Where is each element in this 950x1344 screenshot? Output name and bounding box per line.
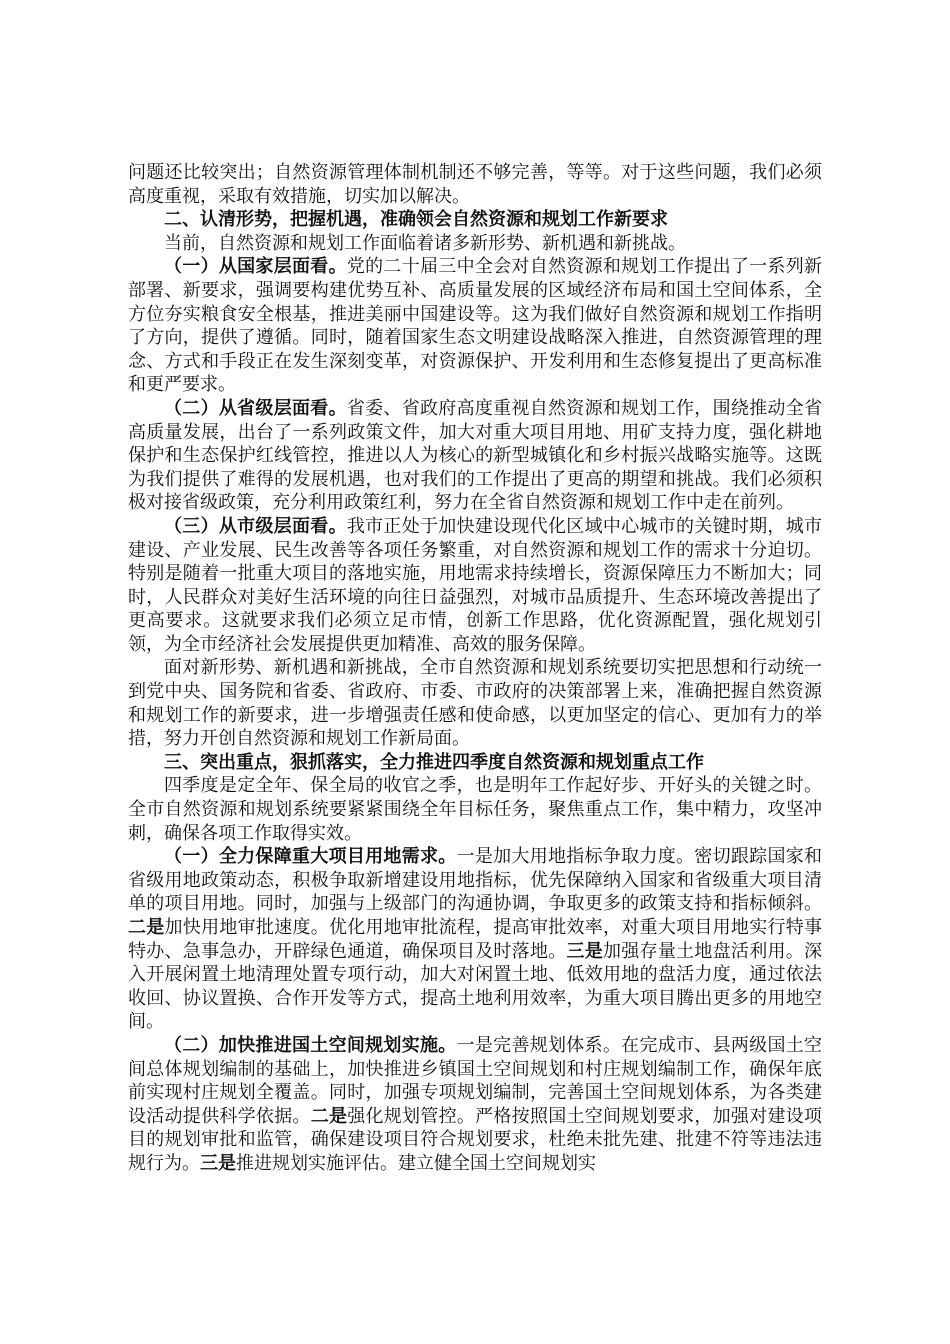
- paragraph-text: 党的二十届三中全会对自然资源和规划工作提出了一系列新部署、新要求，强调要构建优势互补、高质量发展的区域经济布局和国土空间体系，全方位夯实粮食安全根基，推进美丽中国建设等。这为我们做好自然资源和规划工作指明了方向，提供了遵循。同时，随着国家生态文明建设战略深入推进，自然资源管理的理念、方式和手段正在发生深刻变革，对资源保护、开发利用和生态修复提出了更高标准和更严要求。: [128, 256, 822, 396]
- paragraph: 四季度是定全年、保全局的收官之季，也是明年工作起好步、开好头的关键之时。全市自然资源和规划系统要紧紧围绕全年目标任务，聚焦重点工作，集中精力，攻坚冲刺，确保各项工作取得实效。: [128, 775, 822, 844]
- subsection-lead: （一）全力保障重大项目用地需求。: [164, 846, 457, 868]
- paragraph: [128, 1034, 822, 1176]
- paragraph: 面对新形势、新机遇和新挑战，全市自然资源和规划系统要切实把思想和行动统一到党中央、国务院和省委、省政府、市委、市政府的决策部署上来，准确把握自然资源和规划工作的新要求，进一步增强责任感和使命感，以更加坚定的信心、更加有力的举措，努力开创自然资源和规划工作新局面。: [128, 657, 822, 750]
- paragraph: [128, 255, 822, 397]
- keyword: 二是: [310, 1105, 348, 1127]
- keyword: 三是: [200, 1152, 236, 1174]
- paragraph: 当前，自然资源和规划工作面临着诸多新形势、新机遇和新挑战。: [164, 232, 686, 254]
- paragraph-text: 我市正处于加快建设现代化区域中心城市的关键时期，城市建设、产业发展、民生改善等各项任务繁重，对自然资源和规划工作的需求十分迫切。特别是随着一批重大项目的落地实施，用地需求持续增长，资源保障压力不断加大；同时，人民群众对美好生活环境的向往日益强烈，对城市品质提升、生态环境改善提出了更高要求。这就要求我们必须立足市情，创新工作思路，优化资源配置，强化规划引领，为全市经济社会发展提供更加精准、高效的服务保障。: [128, 515, 822, 655]
- paragraph-text: 一是: [456, 1034, 494, 1056]
- keyword: 二是: [128, 917, 165, 938]
- section-heading: 二、认清形势，把握机遇，准确领会自然资源和规划工作新要求: [164, 209, 668, 231]
- keyword: 三是: [566, 940, 604, 962]
- section-heading: 三、突出重点，狠抓落实，全力推进四季度自然资源和规划重点工作: [164, 751, 704, 773]
- subsection-lead: （三）从市级层面看。: [164, 515, 347, 537]
- paragraph: [128, 397, 822, 515]
- document-page: [128, 161, 822, 1176]
- paragraph: 问题还比较突出；自然资源管理体制机制还不够完善，等等。对于这些问题，我们必须高度重视，采取有效措施，切实加以解决。: [128, 162, 822, 207]
- paragraph-text: 一是: [456, 846, 494, 868]
- paragraph: [128, 845, 822, 1034]
- subsection-lead: （二）从省级层面看。: [164, 397, 347, 419]
- paragraph: [128, 515, 822, 657]
- paragraph-text: 加大用地指标争取力度。密切跟踪国家和省级用地政策动态，积极争取新增建设用地指标，优先保障纳入国家和省级重大项目清单的项目用地。同时，加强与上级部门的沟通协调，争取更多的政策支持和指标倾斜。: [128, 846, 823, 915]
- paragraph-text: 完善规划体系。在完成市、县两级国土空间总体规划编制的基础上，加快推进乡镇国土空间规划和村庄规划编制工作，确保年底前实现村庄规划全覆盖。同时，加强专项规划编制，完善国土空间规划体系，为各类建设活动提供科学依据。: [128, 1034, 823, 1127]
- paragraph-text: 加强存量土地盘活利用。深入开展闲置土地清理处置专项行动，加大对闲置土地、低效用地的盘活力度，通过依法收回、协议置换、合作开发等方式，提高土地利用效率，为重大项目腾出更多的用地空间。: [128, 940, 823, 1033]
- paragraph-text: 强化规划管控。严格按照国土空间规划要求，加强对建设项目的规划审批和监管，确保建设项目符合规划要求，杜绝未批先建、批建不符等违法违规行为。: [128, 1105, 823, 1174]
- subsection-lead: （一）从国家层面看。: [164, 256, 347, 278]
- paragraph-text: 加快用地审批速度。优化用地审批流程，提高审批效率，对重大项目用地实行特事特办、急事急办，开辟绿色通道，确保项目及时落地。: [128, 917, 823, 962]
- paragraph-text: 推进规划实施评估。建立健全国土空间规划实: [236, 1152, 596, 1174]
- subsection-lead: （二）加快推进国土空间规划实施。: [164, 1034, 457, 1056]
- paragraph-text: 省委、省政府高度重视自然资源和规划工作，围绕推动全省高质量发展，出台了一系列政策文件，加大对重大项目用地、用矿支持力度，强化耕地保护和生态保护红线管控，推进以人为核心的新型城镇化和乡村振兴战略实施等。这既为我们提供了难得的发展机遇，也对我们的工作提出了更高的期望和挑战。我们必须积极对接省级政策，充分利用政策红利，努力在全省自然资源和规划工作中走在前列。: [128, 397, 822, 514]
